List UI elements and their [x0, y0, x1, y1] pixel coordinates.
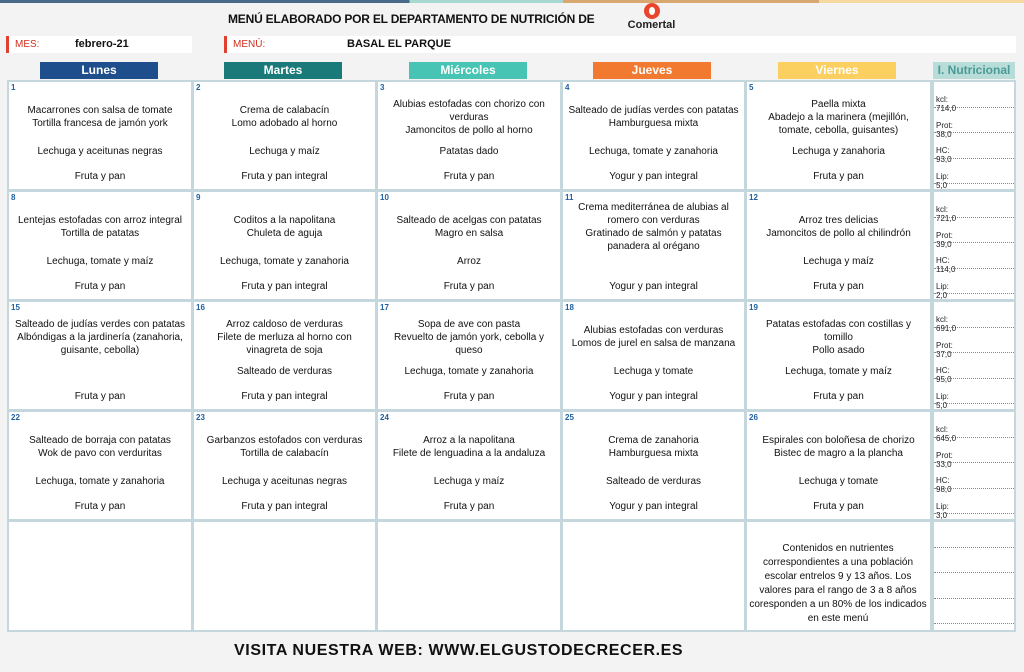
month-value: febrero-21 [75, 38, 129, 50]
nutrition-row-lip [934, 489, 1014, 520]
nutrition-row-hc [934, 353, 1014, 384]
dish: Crema de calabacín [239, 105, 330, 116]
side-dish: Lechuga y tomate [798, 476, 879, 487]
dishes-list [567, 96, 740, 138]
page-title: MENÚ ELABORADO POR EL DEPARTAMENTO DE NUTRICIÓN DE [228, 12, 595, 26]
menu-day-cell [745, 80, 932, 191]
side-dish: Lechuga, tomate y zanahoria [404, 366, 534, 377]
month-field [6, 36, 192, 53]
dish: Salteado de borraja con patatas [29, 435, 171, 446]
nutrition-row-empty [934, 548, 1014, 574]
dish: Garbanzos estofados con verduras [206, 435, 363, 446]
dishes-list [751, 206, 926, 248]
dessert: Fruta y pan [443, 391, 495, 402]
day-header-2: Miércoles [409, 62, 527, 79]
nutrition-value: 38,0 [936, 129, 952, 139]
menu-day-cell [561, 410, 746, 521]
dish: Tortilla francesa de jamón york [32, 118, 168, 129]
menu-day-cell [7, 410, 193, 521]
nutrition-label: HC: [936, 146, 950, 155]
dish: Paella mixta [811, 98, 866, 110]
nutrition-value: 114,0 [936, 265, 956, 274]
nutrition-row-empty [934, 522, 1014, 548]
side-dish: Patatas dado [439, 146, 499, 157]
menu-field [224, 36, 1016, 53]
day-number: 10 [380, 193, 389, 202]
dessert: Fruta y pan [813, 391, 864, 402]
nutrition-row-prot [934, 328, 1014, 359]
dessert: Fruta y pan [813, 501, 864, 512]
menu-label: MENÚ: [233, 39, 266, 50]
dish: Espirales con boloñesa de chorizo [762, 435, 915, 446]
dish: Jamoncitos de pollo al horno [405, 124, 533, 136]
nutrition-value: 5,0 [936, 400, 948, 410]
dessert: Fruta y pan integral [241, 281, 328, 292]
dishes-list [567, 202, 740, 252]
nutrition-row-kcal [934, 302, 1014, 333]
nutrition-value: 93,0 [936, 155, 952, 164]
nutrition-value: 95,0 [936, 375, 952, 384]
nutrition-label: Prot: [936, 450, 953, 460]
menu-day-cell [745, 410, 932, 521]
dessert: Fruta y pan integral [241, 391, 328, 402]
nutrition-label: Lip: [936, 171, 949, 181]
nutrition-value: 33,0 [936, 459, 952, 469]
nutrition-label: Prot: [936, 230, 953, 240]
dish: Tortilla de calabacín [240, 448, 329, 459]
dishes-list [13, 426, 187, 468]
day-number: 4 [565, 83, 570, 92]
empty-cell [192, 520, 377, 632]
side-dish: Lechuga y zanahoria [792, 146, 885, 157]
dessert: Yogur y pan integral [609, 281, 698, 292]
dish: Sopa de ave con pasta [417, 318, 521, 330]
day-number: 9 [196, 193, 201, 202]
side-dish: Salteado de verduras [236, 366, 333, 377]
dish: Patatas estofadas con costillas y tomillo [765, 318, 912, 343]
dessert: Fruta y pan integral [241, 501, 328, 512]
dishes-list [198, 96, 371, 138]
day-number: 5 [749, 83, 754, 92]
nutrition-row-empty [934, 599, 1014, 625]
nutrition-value: 3,0 [936, 510, 948, 520]
nutrition-row-lip [934, 379, 1014, 410]
month-label: MES: [15, 39, 40, 50]
nutrition-value: 37,0 [936, 349, 952, 359]
nutrition-box [932, 80, 1016, 191]
nutrition-value: 691,0 [936, 324, 957, 333]
day-number: 23 [196, 413, 205, 422]
dessert: Fruta y pan [813, 281, 864, 292]
nutrition-row-prot [934, 108, 1014, 139]
side-dish: Lechuga y maíz [433, 476, 505, 487]
dish: Salteado de acelgas con patatas [396, 215, 542, 226]
dessert: Fruta y pan [443, 281, 495, 292]
nutrition-value: 39,0 [936, 239, 952, 249]
side-dish: Lechuga, tomate y zanahoria [220, 256, 349, 267]
menu-day-cell [7, 300, 193, 411]
menu-day-cell [561, 80, 746, 191]
dessert: Yogur y pan integral [609, 391, 698, 402]
dish: Lomo adobado al horno [231, 118, 338, 129]
side-dish: Lechuga, tomate y maíz [46, 256, 154, 267]
menu-day-cell [7, 190, 193, 301]
day-number: 19 [749, 303, 758, 312]
nutrition-row-empty [934, 573, 1014, 599]
nutrition-row-lip [934, 159, 1014, 190]
menu-day-cell [745, 190, 932, 301]
dessert: Yogur y pan integral [609, 171, 698, 182]
dish: Wok de pavo con verduritas [38, 448, 162, 459]
dish: Crema de zanahoria [608, 435, 699, 446]
side-dish: Salteado de verduras [605, 476, 702, 487]
nutrition-row-hc [934, 133, 1014, 164]
dishes-list [198, 206, 371, 248]
nutrition-label: Prot: [936, 340, 953, 350]
nutrition-label: kcl: [936, 95, 948, 104]
dishes-list [382, 206, 556, 248]
dish: Alubias estofadas con chorizo con verduras [393, 98, 545, 123]
nutrition-row-lip [934, 269, 1014, 300]
dish: Salteado de judías verdes con patatas [568, 105, 739, 116]
menu-day-cell [192, 410, 377, 521]
side-dish: Arroz [457, 256, 481, 267]
dish: Crema mediterránea de alubias al romero con verduras [578, 202, 729, 226]
dishes-list [13, 316, 187, 358]
dishes-list [13, 96, 187, 138]
menu-day-cell [376, 190, 562, 301]
nutrition-value: 98,0 [936, 485, 952, 494]
dish: Filete de lenguadina a la andaluza [392, 448, 546, 459]
dish: Tortilla de patatas [60, 228, 140, 239]
menu-day-cell [561, 300, 746, 411]
day-header-1: Martes [224, 62, 342, 79]
day-number: 24 [380, 413, 389, 422]
menu-day-cell [376, 410, 562, 521]
dish: Coditos a la napolitana [233, 215, 336, 226]
nutrition-box [932, 410, 1016, 521]
side-dish: Lechuga y aceitunas negras [221, 476, 348, 487]
day-number: 26 [749, 413, 758, 422]
dishes-list [382, 426, 556, 468]
day-number: 22 [11, 413, 20, 422]
day-header-3: Jueves [593, 62, 711, 79]
day-number: 16 [196, 303, 205, 312]
side-dish: Lechuga, tomate y maíz [785, 366, 892, 377]
dish: Pollo asado [812, 344, 865, 356]
nutrition-value: 645,0 [936, 434, 957, 443]
nutrition-value: 5,0 [936, 180, 948, 190]
footer-website: VISITA NUESTRA WEB: WWW.ELGUSTODECRECER.ES [234, 642, 684, 659]
day-header-0: Lunes [40, 62, 158, 79]
dessert: Fruta y pan [813, 171, 864, 182]
menu-day-cell [745, 300, 932, 411]
side-dish: Lechuga y aceitunas negras [37, 146, 163, 157]
menu-day-cell [192, 300, 377, 411]
dish: Abadejo a la marinera (mejillón, tomate, cebolla, guisantes) [768, 111, 909, 136]
dish: Alubias estofadas con verduras [583, 325, 724, 336]
dessert: Yogur y pan integral [609, 501, 698, 512]
dish: Albóndigas a la jardinería (zanahoria, guisante, cebolla) [17, 331, 183, 356]
menu-day-cell [192, 190, 377, 301]
menu-value: BASAL EL PARQUE [347, 38, 451, 50]
dish: Lomos de jurel en salsa de manzana [571, 338, 736, 349]
nutrition-label: HC: [936, 476, 950, 485]
dish: Salteado de judías verdes con patatas [14, 318, 186, 330]
day-number: 8 [11, 193, 16, 202]
dessert: Fruta y pan [74, 281, 126, 292]
dishes-list [198, 316, 371, 358]
menu-day-cell [376, 80, 562, 191]
nutrition-value: 2,0 [936, 290, 948, 300]
empty-cell [561, 520, 746, 632]
dish: Gratinado de salmón y patatas panadera al orégano [585, 228, 722, 252]
day-number: 11 [565, 193, 574, 202]
day-number: 1 [11, 83, 16, 92]
day-number: 15 [11, 303, 20, 312]
dish: Filete de merluza al horno con vinagreta de soja [217, 331, 352, 356]
dishes-list [198, 426, 371, 468]
dish: Chuleta de aguja [246, 228, 323, 239]
nutrition-label: HC: [936, 366, 950, 375]
dish: Lentejas estofadas con arroz integral [18, 215, 182, 226]
dishes-list [13, 206, 187, 248]
day-number: 12 [749, 193, 758, 202]
dishes-list [751, 426, 926, 468]
nutrition-value: 714,0 [936, 104, 957, 113]
dishes-list [567, 426, 740, 468]
menu-day-cell [7, 80, 193, 191]
nutrition-row-hc [934, 243, 1014, 274]
empty-cell [7, 520, 193, 632]
empty-cell [376, 520, 562, 632]
dessert: Fruta y pan [443, 171, 495, 182]
nutrition-row-prot [934, 438, 1014, 469]
nutrition-label: Lip: [936, 281, 949, 291]
dessert: Fruta y pan [74, 391, 126, 402]
nutrition-box [932, 190, 1016, 301]
day-number: 17 [380, 303, 389, 312]
nutrition-note: Contenidos en nutrientes correspondientes a una población escolar entrelos 9 y 13 años. Los valores para el rango de 3 a 8 años coresponden a un 80% de los indicados en este menú [749, 543, 927, 624]
nutrition-label: Prot: [936, 120, 953, 130]
dish: Hamburguesa mixta [608, 448, 699, 459]
day-number: 18 [565, 303, 574, 312]
dessert: Fruta y pan [74, 171, 126, 182]
top-accent-bar [0, 0, 1024, 3]
side-dish: Lechuga y maíz [803, 256, 874, 267]
day-number: 25 [565, 413, 574, 422]
dish: Jamoncitos de pollo al chilindrón [766, 228, 911, 239]
nutrition-label: kcl: [936, 205, 948, 214]
comertal-logo: Comertal [614, 3, 689, 35]
nutrition-row-kcal [934, 192, 1014, 223]
dish: Hamburguesa mixta [608, 118, 699, 129]
dish: Arroz caldoso de verduras [226, 318, 343, 330]
day-header-5: I. Nutricional [933, 62, 1015, 79]
nutrition-label: Lip: [936, 391, 949, 401]
nutrition-label: Lip: [936, 501, 949, 511]
side-dish: Lechuga y tomate [613, 366, 694, 377]
logo-icon [644, 3, 660, 19]
dishes-list [567, 316, 740, 358]
dish: Revuelto de jamón york, cebolla y queso [393, 331, 545, 356]
side-dish: Lechuga, tomate y zanahoria [35, 476, 165, 487]
menu-day-cell [192, 80, 377, 191]
dishes-list [382, 96, 556, 138]
nutrition-box [932, 300, 1016, 411]
dessert: Fruta y pan [443, 501, 495, 512]
dish: Arroz a la napolitana [423, 435, 515, 446]
dish: Magro en salsa [434, 228, 504, 239]
menu-day-cell [561, 190, 746, 301]
menu-day-cell [376, 300, 562, 411]
day-number: 2 [196, 83, 201, 92]
dishes-list [751, 96, 926, 138]
day-number: 3 [380, 83, 385, 92]
nutrition-row-prot [934, 218, 1014, 249]
nutrition-row-kcal [934, 412, 1014, 443]
dishes-list [751, 316, 926, 358]
day-header-4: Viernes [778, 62, 896, 79]
nutrition-box-empty [932, 520, 1016, 632]
nutrition-label: HC: [936, 256, 950, 265]
dessert: Fruta y pan integral [241, 171, 328, 182]
side-dish: Lechuga y maíz [249, 146, 320, 157]
dish: Bistec de magro a la plancha [774, 448, 903, 459]
nutrition-row-kcal [934, 82, 1014, 113]
nutrition-row-hc [934, 463, 1014, 494]
dish: Arroz tres delicias [798, 215, 879, 226]
dishes-list [382, 316, 556, 358]
nutrition-value: 721,0 [936, 214, 957, 223]
nutrition-label: kcl: [936, 425, 948, 434]
dish: Macarrones con salsa de tomate [27, 105, 173, 116]
dessert: Fruta y pan [74, 501, 126, 512]
side-dish: Lechuga, tomate y zanahoria [589, 146, 718, 157]
nutrition-label: kcl: [936, 315, 948, 324]
